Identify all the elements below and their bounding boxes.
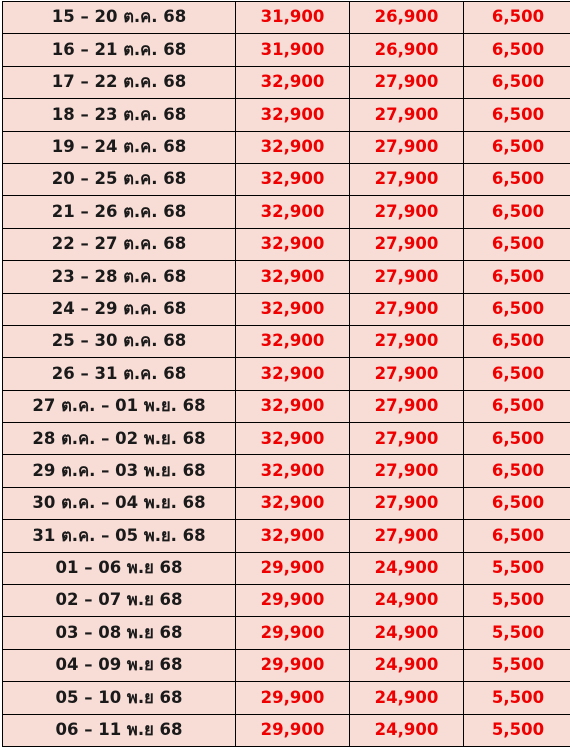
price-c-cell: 5,500 bbox=[464, 552, 570, 584]
date-range-cell: 29 ต.ค. – 03 พ.ย. 68 bbox=[3, 455, 236, 487]
table-row bbox=[3, 649, 570, 681]
table-row bbox=[3, 2, 570, 34]
price-a-cell: 32,900 bbox=[236, 293, 350, 325]
price-c-cell: 6,500 bbox=[464, 131, 570, 163]
price-b-cell: 27,900 bbox=[350, 487, 464, 519]
table-row bbox=[3, 585, 570, 617]
table-row bbox=[3, 358, 570, 390]
price-a-cell: 29,900 bbox=[236, 585, 350, 617]
price-b-cell: 27,900 bbox=[350, 131, 464, 163]
date-range-cell: 03 – 08 พ.ย 68 bbox=[3, 617, 236, 649]
price-a-cell: 31,900 bbox=[236, 2, 350, 34]
date-range-cell: 02 – 07 พ.ย 68 bbox=[3, 585, 236, 617]
table-row bbox=[3, 617, 570, 649]
price-b-cell: 24,900 bbox=[350, 682, 464, 714]
price-c-cell: 6,500 bbox=[464, 358, 570, 390]
date-range-cell: 01 – 06 พ.ย 68 bbox=[3, 552, 236, 584]
price-b-cell: 27,900 bbox=[350, 520, 464, 552]
date-range-cell: 16 – 21 ต.ค. 68 bbox=[3, 34, 236, 66]
price-a-cell: 31,900 bbox=[236, 34, 350, 66]
price-c-cell: 6,500 bbox=[464, 261, 570, 293]
price-c-cell: 6,500 bbox=[464, 228, 570, 260]
price-a-cell: 32,900 bbox=[236, 325, 350, 357]
date-range-cell: 04 – 09 พ.ย 68 bbox=[3, 649, 236, 681]
price-c-cell: 6,500 bbox=[464, 99, 570, 131]
table-row bbox=[3, 714, 570, 746]
price-a-cell: 32,900 bbox=[236, 261, 350, 293]
date-range-cell: 18 – 23 ต.ค. 68 bbox=[3, 99, 236, 131]
price-c-cell: 6,500 bbox=[464, 520, 570, 552]
date-range-cell: 28 ต.ค. – 02 พ.ย. 68 bbox=[3, 423, 236, 455]
price-a-cell: 32,900 bbox=[236, 520, 350, 552]
price-c-cell: 5,500 bbox=[464, 682, 570, 714]
table-row bbox=[3, 131, 570, 163]
price-a-cell: 29,900 bbox=[236, 649, 350, 681]
table-row bbox=[3, 552, 570, 584]
price-a-cell: 29,900 bbox=[236, 617, 350, 649]
price-c-cell: 6,500 bbox=[464, 487, 570, 519]
price-b-cell: 24,900 bbox=[350, 714, 464, 746]
table-row bbox=[3, 228, 570, 260]
price-c-cell: 6,500 bbox=[464, 2, 570, 34]
price-a-cell: 32,900 bbox=[236, 163, 350, 195]
price-a-cell: 29,900 bbox=[236, 714, 350, 746]
price-a-cell: 32,900 bbox=[236, 455, 350, 487]
price-b-cell: 27,900 bbox=[350, 423, 464, 455]
price-a-cell: 32,900 bbox=[236, 99, 350, 131]
date-range-cell: 31 ต.ค. – 05 พ.ย. 68 bbox=[3, 520, 236, 552]
date-range-cell: 21 – 26 ต.ค. 68 bbox=[3, 196, 236, 228]
table-row bbox=[3, 261, 570, 293]
price-c-cell: 6,500 bbox=[464, 163, 570, 195]
price-b-cell: 24,900 bbox=[350, 552, 464, 584]
price-table-body bbox=[3, 2, 570, 747]
price-b-cell: 26,900 bbox=[350, 2, 464, 34]
price-b-cell: 27,900 bbox=[350, 163, 464, 195]
price-b-cell: 24,900 bbox=[350, 617, 464, 649]
price-a-cell: 32,900 bbox=[236, 358, 350, 390]
price-b-cell: 24,900 bbox=[350, 649, 464, 681]
table-row bbox=[3, 66, 570, 98]
table-row bbox=[3, 293, 570, 325]
price-c-cell: 6,500 bbox=[464, 293, 570, 325]
price-b-cell: 27,900 bbox=[350, 325, 464, 357]
table-row bbox=[3, 325, 570, 357]
price-c-cell: 5,500 bbox=[464, 585, 570, 617]
price-c-cell: 6,500 bbox=[464, 423, 570, 455]
table-row bbox=[3, 682, 570, 714]
date-range-cell: 20 – 25 ต.ค. 68 bbox=[3, 163, 236, 195]
price-a-cell: 32,900 bbox=[236, 423, 350, 455]
price-b-cell: 27,900 bbox=[350, 196, 464, 228]
price-b-cell: 27,900 bbox=[350, 66, 464, 98]
table-row bbox=[3, 163, 570, 195]
price-b-cell: 27,900 bbox=[350, 228, 464, 260]
price-b-cell: 27,900 bbox=[350, 455, 464, 487]
date-range-cell: 27 ต.ค. – 01 พ.ย. 68 bbox=[3, 390, 236, 422]
price-c-cell: 5,500 bbox=[464, 649, 570, 681]
date-range-cell: 26 – 31 ต.ค. 68 bbox=[3, 358, 236, 390]
date-range-cell: 25 – 30 ต.ค. 68 bbox=[3, 325, 236, 357]
price-c-cell: 6,500 bbox=[464, 455, 570, 487]
price-b-cell: 27,900 bbox=[350, 261, 464, 293]
price-b-cell: 27,900 bbox=[350, 390, 464, 422]
table-row bbox=[3, 455, 570, 487]
date-range-cell: 05 – 10 พ.ย 68 bbox=[3, 682, 236, 714]
date-range-cell: 23 – 28 ต.ค. 68 bbox=[3, 261, 236, 293]
date-range-cell: 06 – 11 พ.ย 68 bbox=[3, 714, 236, 746]
price-b-cell: 27,900 bbox=[350, 99, 464, 131]
date-range-cell: 30 ต.ค. – 04 พ.ย. 68 bbox=[3, 487, 236, 519]
date-range-cell: 24 – 29 ต.ค. 68 bbox=[3, 293, 236, 325]
table-row bbox=[3, 423, 570, 455]
price-c-cell: 6,500 bbox=[464, 66, 570, 98]
price-a-cell: 32,900 bbox=[236, 196, 350, 228]
price-a-cell: 32,900 bbox=[236, 131, 350, 163]
table-row bbox=[3, 487, 570, 519]
price-b-cell: 27,900 bbox=[350, 293, 464, 325]
price-c-cell: 6,500 bbox=[464, 196, 570, 228]
price-a-cell: 32,900 bbox=[236, 228, 350, 260]
table-row bbox=[3, 34, 570, 66]
price-a-cell: 32,900 bbox=[236, 390, 350, 422]
price-c-cell: 5,500 bbox=[464, 617, 570, 649]
price-table bbox=[2, 1, 570, 747]
price-b-cell: 26,900 bbox=[350, 34, 464, 66]
date-range-cell: 22 – 27 ต.ค. 68 bbox=[3, 228, 236, 260]
date-range-cell: 15 – 20 ต.ค. 68 bbox=[3, 2, 236, 34]
price-c-cell: 6,500 bbox=[464, 34, 570, 66]
table-row bbox=[3, 196, 570, 228]
date-range-cell: 19 – 24 ต.ค. 68 bbox=[3, 131, 236, 163]
table-row bbox=[3, 390, 570, 422]
price-b-cell: 27,900 bbox=[350, 358, 464, 390]
price-c-cell: 6,500 bbox=[464, 390, 570, 422]
price-a-cell: 29,900 bbox=[236, 552, 350, 584]
price-a-cell: 32,900 bbox=[236, 66, 350, 98]
table-row bbox=[3, 520, 570, 552]
price-a-cell: 32,900 bbox=[236, 487, 350, 519]
price-b-cell: 24,900 bbox=[350, 585, 464, 617]
price-a-cell: 29,900 bbox=[236, 682, 350, 714]
price-c-cell: 5,500 bbox=[464, 714, 570, 746]
table-row bbox=[3, 99, 570, 131]
date-range-cell: 17 – 22 ต.ค. 68 bbox=[3, 66, 236, 98]
price-c-cell: 6,500 bbox=[464, 325, 570, 357]
